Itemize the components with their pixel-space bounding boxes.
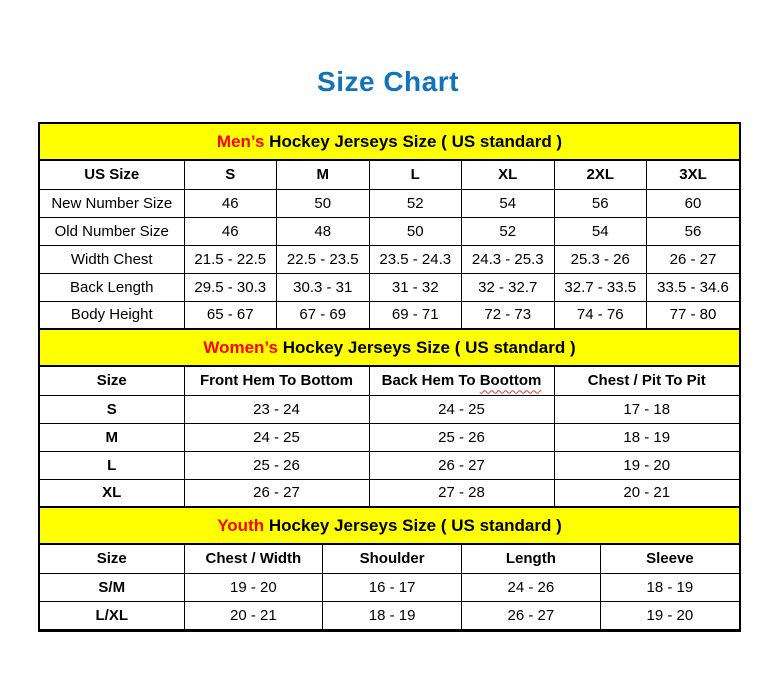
cell-value: 24 - 25 (369, 395, 554, 423)
cell-value: 21.5 - 22.5 (184, 245, 277, 273)
cell-value: 33.5 - 34.6 (647, 273, 740, 301)
column-header (369, 367, 554, 395)
cell-value: 26 - 27 (369, 451, 554, 479)
womens-size-table (40, 367, 739, 508)
table-row (40, 451, 739, 479)
cell-value: 32.7 - 33.5 (554, 273, 647, 301)
column-header-text: Back Hem To (381, 372, 480, 390)
cell-value: 17 - 18 (554, 395, 739, 423)
cell-value: 22.5 - 23.5 (277, 245, 370, 273)
cell-value: 72 - 73 (462, 301, 555, 329)
cell-value: 56 (554, 189, 647, 217)
column-header: L (369, 161, 462, 189)
cell-value: 23 - 24 (184, 395, 369, 423)
column-header: Front Hem To Bottom (184, 367, 369, 395)
cell-value: 19 - 20 (600, 601, 739, 629)
youth-header-row (40, 545, 739, 573)
row-label: Old Number Size (40, 217, 184, 245)
column-header: Size (40, 367, 184, 395)
cell-value: 48 (277, 217, 370, 245)
cell-value: 52 (369, 189, 462, 217)
size-chart-table-group (38, 122, 741, 632)
cell-value: 50 (277, 189, 370, 217)
cell-value: 65 - 67 (184, 301, 277, 329)
column-header: US Size (40, 161, 184, 189)
cell-value: 31 - 32 (369, 273, 462, 301)
table-row (40, 189, 739, 217)
cell-value: 27 - 28 (369, 479, 554, 507)
cell-value: 24.3 - 25.3 (462, 245, 555, 273)
cell-value: 54 (462, 189, 555, 217)
cell-value: 60 (647, 189, 740, 217)
cell-value: 67 - 69 (277, 301, 370, 329)
cell-value: 18 - 19 (323, 601, 462, 629)
cell-value: 26 - 27 (462, 601, 601, 629)
cell-value: 46 (184, 217, 277, 245)
column-header: 3XL (647, 161, 740, 189)
table-row (40, 423, 739, 451)
cell-value: 20 - 21 (184, 601, 323, 629)
youth-size-table (40, 545, 739, 630)
youth-section-heading (40, 508, 739, 545)
mens-heading-rest: Hockey Jerseys Size ( US standard ) (264, 131, 563, 151)
mens-size-table (40, 161, 739, 330)
cell-value: 77 - 80 (647, 301, 740, 329)
column-header: Sleeve (600, 545, 739, 573)
cell-value: 46 (184, 189, 277, 217)
mens-header-row (40, 161, 739, 189)
table-row (40, 479, 739, 507)
cell-value: 74 - 76 (554, 301, 647, 329)
page-title: Size Chart (317, 66, 459, 97)
cell-value: 16 - 17 (323, 573, 462, 601)
row-label: M (40, 423, 184, 451)
cell-value: 32 - 32.7 (462, 273, 555, 301)
column-header: Shoulder (323, 545, 462, 573)
column-header: 2XL (554, 161, 647, 189)
womens-heading-rest: Hockey Jerseys Size ( US standard ) (277, 337, 576, 357)
table-row (40, 245, 739, 273)
table-row (40, 573, 739, 601)
column-header: Chest / Width (184, 545, 323, 573)
youth-heading-rest: Hockey Jerseys Size ( US standard ) (264, 515, 562, 535)
mens-section-heading (40, 124, 739, 161)
cell-value: 54 (554, 217, 647, 245)
cell-value: 19 - 20 (554, 451, 739, 479)
row-label: Body Height (40, 301, 184, 329)
cell-value: 20 - 21 (554, 479, 739, 507)
cell-value: 30.3 - 31 (277, 273, 370, 301)
cell-value: 26 - 27 (184, 479, 369, 507)
cell-value: 69 - 71 (369, 301, 462, 329)
cell-value: 25 - 26 (184, 451, 369, 479)
cell-value: 29.5 - 30.3 (184, 273, 277, 301)
misspelled-word: Boottom (479, 372, 542, 390)
row-label: L/XL (40, 601, 184, 629)
womens-header-row (40, 367, 739, 395)
column-header: Chest / Pit To Pit (554, 367, 739, 395)
column-header: XL (462, 161, 555, 189)
womens-heading-highlight: Women’s (203, 337, 278, 357)
cell-value: 25.3 - 26 (554, 245, 647, 273)
column-header: Size (40, 545, 184, 573)
column-header: M (277, 161, 370, 189)
row-label: S (40, 395, 184, 423)
cell-value: 52 (462, 217, 555, 245)
row-label: New Number Size (40, 189, 184, 217)
row-label: Width Chest (40, 245, 184, 273)
table-row (40, 273, 739, 301)
table-row (40, 301, 739, 329)
table-row (40, 395, 739, 423)
row-label: L (40, 451, 184, 479)
column-header: Length (462, 545, 601, 573)
cell-value: 56 (647, 217, 740, 245)
table-row (40, 217, 739, 245)
womens-section-heading (40, 330, 739, 367)
cell-value: 18 - 19 (554, 423, 739, 451)
column-header: S (184, 161, 277, 189)
cell-value: 24 - 25 (184, 423, 369, 451)
cell-value: 19 - 20 (184, 573, 323, 601)
youth-heading-highlight: Youth (217, 515, 265, 535)
row-label: Back Length (40, 273, 184, 301)
mens-heading-highlight: Men’s (216, 131, 265, 151)
table-row (40, 601, 739, 629)
row-label: S/M (40, 573, 184, 601)
cell-value: 50 (369, 217, 462, 245)
cell-value: 18 - 19 (600, 573, 739, 601)
cell-value: 23.5 - 24.3 (369, 245, 462, 273)
cell-value: 25 - 26 (369, 423, 554, 451)
cell-value: 24 - 26 (462, 573, 601, 601)
row-label: XL (40, 479, 184, 507)
cell-value: 26 - 27 (647, 245, 740, 273)
